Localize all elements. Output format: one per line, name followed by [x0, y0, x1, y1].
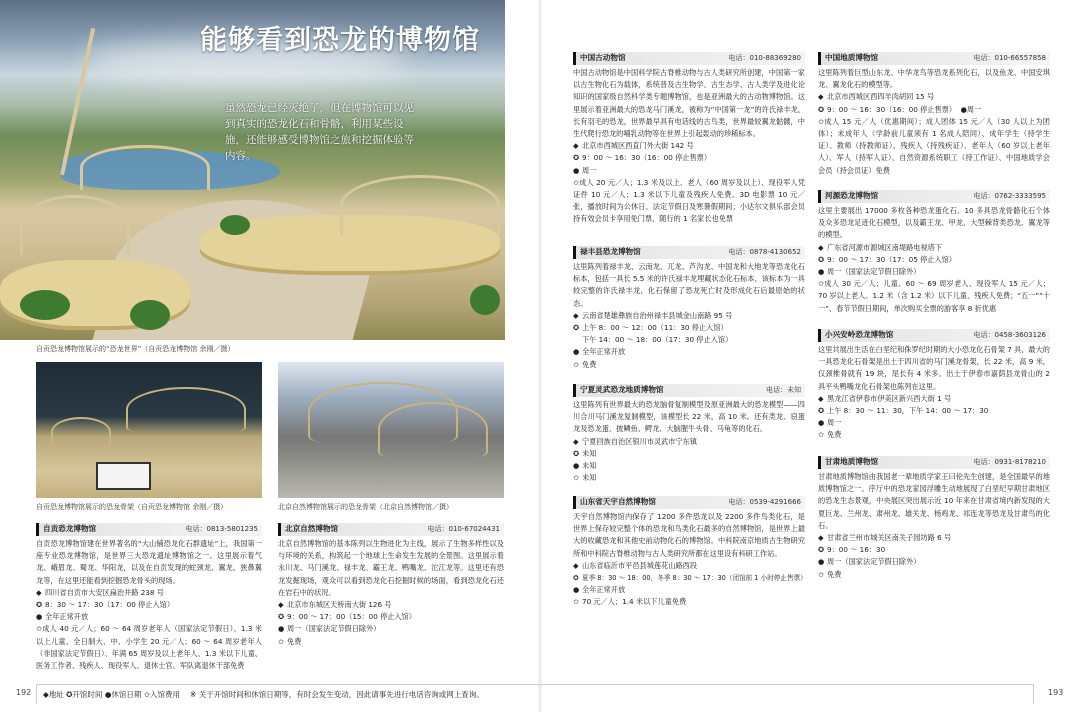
hours-line: ✪ 9：00 ～ 16：30 — [818, 544, 1050, 556]
hours-line: ✪ 8：30 ～ 17：30（17：00 停止入馆） — [36, 599, 262, 611]
address-icon: ◆ — [573, 436, 579, 446]
address-line: ◆ 北京市西城区西四羊肉胡同 15 号 — [818, 91, 1050, 103]
address-line: ◆ 广东省河源市源城区南堤路电视塔下 — [818, 242, 1050, 254]
closed-line: ● 周一（国家法定节假日除外） — [818, 266, 1050, 278]
closed-line: ● 周一 — [573, 165, 805, 177]
card-header — [278, 523, 504, 536]
museum-name: 北京自然博物馆 — [285, 524, 339, 534]
card-header — [818, 190, 1050, 203]
address-line: ◆ 北京市东城区天桥南大街 126 号 — [278, 599, 504, 611]
closed-value: 周一 — [966, 104, 982, 114]
museum-name: 宁夏灵武恐龙地质博物馆 — [580, 385, 664, 395]
address-line: ◆ 北京市西城区西直门外大街 142 号 — [573, 140, 805, 152]
address-line: ◆ 甘肃省兰州市城关区南关子园坊路 6 号 — [818, 532, 1050, 544]
museum-card — [818, 52, 1050, 177]
closed-icon: ● — [960, 104, 967, 114]
hours-line: ✪ 9：00 ～ 17：30（17：05 停止入馆） — [818, 254, 1050, 266]
museum-name: 河源恐龙博物馆 — [825, 191, 879, 201]
closed-icon: ● — [573, 165, 580, 175]
hours-line: 下午 14：00 ～ 18：00（17：30 停止入馆） — [582, 335, 733, 345]
clock-icon: ✪ — [818, 406, 825, 416]
museum-name: 小兴安岭恐龙博物馆 — [825, 330, 894, 340]
closed-line: ● 全年正常开放 — [573, 346, 805, 358]
card-header — [573, 246, 805, 259]
museum-description: 这里主要展出 17000 多枚各种恐龙蛋化石、10 多具恐龙骨骼化石个体及众多恐龙足迹化石模型，以及霸王龙、甲龙、大型棘背类恐龙、翼龙等的模型。 — [818, 206, 1050, 240]
museum-card — [573, 246, 805, 371]
museum-description: 这里陈列着巨型山东龙、中华龙鸟等恐龙系列化石，以及鱼龙、中国安琪龙、翼龙化石的模型等。 — [818, 68, 1050, 90]
address-line: ◆ 黑龙江省伊春市伊美区新兴西大街 1 号 — [818, 393, 1050, 405]
address-line: ◆ 云南省楚雄彝族自治州禄丰县城金山南路 95 号 — [573, 310, 805, 322]
plant — [220, 215, 250, 235]
museum-phone: 电话：0458-3603126 — [973, 331, 1046, 340]
hours-line: ✪ 上午 8：00 ～ 12：00（11：30 停止入馆） — [573, 322, 805, 334]
dinosaur-skeleton — [51, 417, 111, 447]
hero-photo — [0, 0, 505, 340]
card-header — [573, 496, 805, 509]
plant — [20, 290, 70, 320]
museum-phone: 电话：0878-4130652 — [728, 248, 801, 257]
plant — [130, 300, 170, 330]
footer-note: ※ 关于开馆时间和休馆日期等，有时会发生变动，因此请事先进行电话咨询或网上查询。 — [190, 690, 484, 699]
card-header — [36, 523, 262, 536]
fee-icon: ✩ — [573, 359, 580, 369]
museum-name: 禄丰县恐龙博物馆 — [580, 247, 641, 257]
plant — [470, 285, 500, 315]
closed-icon: ● — [818, 418, 825, 428]
fee-icon: ✩ — [278, 636, 285, 646]
address-icon: ◆ — [818, 92, 824, 102]
museum-card — [573, 384, 805, 484]
museum-phone: 电话：010-66557858 — [973, 54, 1046, 63]
card-header — [573, 384, 805, 397]
address-icon: ◆ — [36, 587, 42, 597]
fee-icon: ✩ — [818, 116, 825, 126]
hero-caption: 自贡恐龙博物馆展示的“恐龙世界”（自贡恐龙博物馆 余刚／摄） — [36, 345, 235, 353]
card-header — [818, 52, 1050, 65]
closed-icon: ● — [36, 612, 43, 622]
address-line: ◆ 宁夏回族自治区银川市灵武市宁东镇 — [573, 436, 805, 448]
closed-icon: ● — [573, 585, 580, 595]
museum-phone: 电话：010-67024431 — [427, 525, 500, 534]
fee-icon: ✩ — [818, 430, 825, 440]
fee-icon: ✩ — [573, 177, 580, 187]
clock-icon: ✪ — [278, 612, 285, 622]
fee-line: ✩ 未知 — [573, 472, 805, 484]
closed-line: ● 全年正常开放 — [573, 584, 805, 596]
address-icon: ◆ — [818, 393, 824, 403]
museum-card — [36, 523, 262, 672]
card-header — [818, 456, 1050, 469]
museum-phone: 电话：0762-3333595 — [973, 192, 1046, 201]
clock-icon: ✪ — [818, 254, 825, 264]
museum-card — [573, 496, 805, 609]
address-line: ◆ 山东省临沂市平邑县城莲花山路西段 — [573, 560, 805, 572]
clock-icon: ✪ — [573, 323, 580, 333]
museum-description: 北京自然博物馆的基本陈列以生物进化为主线，展示了生物多样性以及与环境的关系，构筑起一个地球上生命发生发展的全景图。这里展示着永川龙、马门溪龙、禄丰龙、霸王龙、鸭嘴龙、沱江龙等。这里还有恐龙发掘现场，观众可以看到恐龙化石挖掘时候的场面，看到恐龙化石还在岩石中的状况。 — [278, 539, 504, 597]
dinosaur-skeleton — [80, 145, 210, 190]
fee-icon: ✩ — [818, 279, 825, 289]
clock-icon: ✪ — [36, 600, 43, 610]
closed-line: ● 未知 — [573, 460, 805, 472]
museum-card — [818, 190, 1050, 315]
hours-line: ✪ 9：00 ～ 16：30（16：00 停止售票） — [573, 152, 805, 164]
museum-name: 山东省天宇自然博物馆 — [580, 497, 656, 507]
hours-line: ✪ 未知 — [573, 448, 805, 460]
hours-line: ✪ 上午 8：30 ～ 11：30，下午 14：00 ～ 17：30 — [818, 405, 1050, 417]
museum-description: 天宇自然博物馆内保存了 1200 多件恐龙以及 2200 多件鸟类化石，是世界上保存较完整个体的恐龙和鸟类化石最多的自然博物馆，是世界上最大的收藏恐龙和其他史前动物化石的博物馆。中科院南京地质古生物研究所和中科院古脊椎动物与古人类研究所都在这里设有科研工作站。 — [573, 512, 805, 558]
fee-line: ✩ 免费 — [278, 636, 504, 648]
address-icon: ◆ — [818, 242, 824, 252]
page-title: 能够看到恐龙的博物馆 — [200, 25, 480, 56]
photo-caption: 北京自然博物馆展示的恐龙骨架（北京自然博物馆／摄） — [278, 503, 453, 511]
museum-phone: 电话：010-88369280 — [728, 54, 801, 63]
right-page — [540, 0, 1080, 712]
museum-phone: 电话：0931-8178210 — [973, 458, 1046, 467]
museum-description: 甘肃地质博物馆由我国老一辈地质学家王曰伦先生创建，是全国最早的地质博物馆之一。序厅中的恐龙家园浮雕生动地展现了白垩纪早期甘肃地区的恐龙生态景观，中央展区突出展示近 10 年来在甘肃省境内新发现的大夏巨龙、兰州龙、肃州龙、雄关龙、杨鸡龙、祁连龙等恐龙及甘肃鸟的化石。 — [818, 472, 1050, 530]
dinosaur-skeleton — [126, 387, 246, 432]
intro-text: 虽然恐龙已经灭绝了，但在博物馆可以见到真实的恐龙化石和骨骼，利用某些设施，还能够感受博物馆之旅和挖掘体验等内容。 — [225, 102, 414, 162]
dinosaur-skeleton — [378, 402, 488, 457]
museum-card — [278, 523, 504, 648]
closed-icon: ● — [573, 347, 580, 357]
closed-line: ● 全年正常开放 — [36, 611, 262, 623]
closed-icon: ● — [573, 461, 580, 471]
fee-line: ✩ 免费 — [818, 569, 1050, 581]
address-icon: ◆ — [818, 533, 824, 543]
clock-icon: ✪ — [818, 104, 825, 114]
museum-phone: 电话：0539-4291666 — [728, 498, 801, 507]
fee-icon: ✩ — [36, 624, 43, 634]
museum-name: 自贡恐龙博物馆 — [43, 524, 97, 534]
museum-card — [573, 52, 805, 226]
museum-description: 这里陈列着禄丰龙、云南龙、兀龙、芦沟龙、中国龙和大地龙等恐龙化石标本，包括一具长 5.5 米的许氏禄丰龙埋藏状态化石标本，该标本为一具较完整的许氏禄丰龙，化石保留了恐龙死亡时及形成化石后最原始的状态。 — [573, 262, 805, 308]
address-icon: ◆ — [278, 600, 284, 610]
fee-line: ✩成人 20 元／人；1.3 米及以上、老人（60 周岁及以上）、现役军人凭证件 10 元／人；1.3 米以下儿童及残疾人免费。3D 电影票 10 元／张，播放时间为公休日、法定节假日及寒暑假期间；小达尔文俱乐部会员持有效会员卡享用免门票，随行的 1 名家长也免票 — [573, 177, 805, 224]
fee-line: ✩ 免费 — [818, 429, 1050, 441]
photo-caption: 自贡恐龙博物馆展示的恐龙骨架（自贡恐龙博物馆 余刚／摄） — [36, 503, 228, 511]
photo-zigong-skeleton — [36, 362, 262, 498]
museum-description: 这里陈列有世界最大的恐龙脑骨复制模型及原亚洲最大的恐龙模型——四川合川马门溪龙复制模型，该模型长 22 米，高 10 米。还有类龙、窃蛋龙及恐龙蛋、披鳞鱼、鳄龙、大脑腥牛头骨、马龟等的化石。 — [573, 400, 805, 434]
dinosaur-skeleton — [340, 175, 500, 235]
card-header — [818, 329, 1050, 342]
hours-line: ✪ 9：00 ～ 16：30（16：00 停止售票） ●周一 — [818, 104, 1050, 116]
closed-line: ● 周一 — [818, 417, 1050, 429]
museum-name: 中国地质博物馆 — [825, 53, 879, 63]
clock-icon: ✪ — [818, 545, 825, 555]
fee-line: ✩成人 30 元／人；儿童、60 ～ 69 周岁老人、现役军人 15 元／人；70 岁以上老人、1.2 米（含 1.2 米）以下儿童、残疾人免费；“五一”“十一”、春节节假日期间，单次购买全票的游客享 8 折优惠 — [818, 279, 1051, 313]
hours-line: ✪ 夏季 8：30 ～ 18：00，冬季 8：30 ～ 17：30（闭馆前 1 小时停止售票） — [573, 572, 805, 584]
page-number-left: 192 — [16, 688, 32, 697]
closed-icon: ● — [818, 557, 825, 567]
hours-line: ✪ 9：00 ～ 17：00（15：00 停止入馆） — [278, 611, 504, 623]
museum-description: 中国古动物馆是中国科学院古脊椎动物与古人类研究所创建，中国第一家以古生物化石为载体，系统普及古生物学、古生态学、古人类学及进化论知识的国家级自然科学类专题博物馆，也是亚洲最大的古动物博物馆。这里展示着亚洲最大的恐龙马门溪龙，被称为“中国第一龙”的许氏禄丰龙，长有羽毛的恐龙，世界最早具有电话线的古鸟类，世界最较翼龙骷髅，中生代爬行恐龙的哺乳动物等在世界上引起轰动的珍稀标本。 — [573, 68, 805, 139]
page-number-right: 193 — [1048, 688, 1064, 697]
fee-line: ✩ 免费 — [573, 359, 805, 371]
clock-icon: ✪ — [573, 153, 580, 163]
info-panel — [96, 462, 151, 490]
closed-icon: ● — [818, 267, 825, 277]
clock-icon: ✪ — [573, 448, 580, 458]
museum-description: 自贡恐龙博物馆建在世界著名的“大山铺恐龙化石群遗址”上，我国第一座专业恐龙博物馆，是世界三大恐龙遗址博物馆之一。这里展示着气龙、峨眉龙、蜀龙、华阳龙，以及在自贡发现的蛇颈龙、翼龙、狭鼻翼龙等，在这里还能看到挖掘恐龙骨头的现场。 — [36, 539, 262, 585]
museum-card — [818, 329, 1050, 442]
address-icon: ◆ — [573, 560, 579, 570]
address-line: ◆ 四川省自贡市大安区扁治井路 238 号 — [36, 587, 262, 599]
photo-beijing-skeleton — [278, 362, 504, 498]
footer-legend — [36, 684, 540, 704]
museum-name: 甘肃地质博物馆 — [825, 457, 879, 467]
fee-line: ✩ 70 元／人；1.4 米以下儿童免费 — [573, 596, 805, 608]
fee-icon: ✩ — [573, 597, 580, 607]
fee-icon: ✩ — [573, 473, 580, 483]
closed-line: ● 周一（国家法定节假日除外） — [818, 556, 1050, 568]
fee-line: ✩成人 40 元／人；60 ～ 64 周岁老年人（国家法定节假日）、1.3 米以上儿童、全日制大、中、小学生 20 元／人；60 ～ 64 周岁老年人（非国家法定节假日）、年满 65 周岁及以上老年人、1.3 米以下儿童、医务工作者、残疾人、现役军人、退休士官、军队离退休干部免费 — [36, 624, 262, 671]
clock-icon: ✪ — [573, 574, 579, 583]
closed-icon: ● — [278, 624, 285, 634]
fee-line: ✩成人 15 元／人（优惠期间）；成人团体 15 元／人（30 人以上为团体）；未成年人（学龄前儿童须有 1 名成人陪同）、成年学生（持学生证）、教师（持教师证）、残疾人（持残疾证）、老年人（60 岁以上老年人）、军人（持军人证）、自然资源系统职工（持工作证）、中国地质学会会员（持会员证）免费 — [818, 116, 1050, 175]
museum-phone: 电话：0813-5801235 — [185, 525, 258, 534]
legend-text: ◆地址 ✪开馆时间 ●休馆日期 ✩入馆费用 — [43, 690, 181, 699]
footer-rule — [540, 684, 1034, 704]
museum-card — [818, 456, 1050, 581]
closed-line: ● 周一（国家法定节假日除外） — [278, 623, 504, 635]
address-icon: ◆ — [573, 141, 579, 151]
museum-phone: 电话：未知 — [766, 386, 801, 395]
card-header — [573, 52, 805, 65]
address-icon: ◆ — [573, 310, 579, 320]
dinosaur-skeleton — [20, 195, 130, 255]
museum-description: 这里共展出生活在白垩纪和侏罗纪时期的大小恐龙化石骨架 7 具，最大的一具恐龙化石骨架是出土于四川省的马门溪龙骨架，长 22 米，高 9 米，仅颈椎骨就有 19 块，尾长有 4 米多。出土于伊春市嘉荫县龙骨山的 2 具平头鸭嘴龙化石骨架也陈列在这里。 — [818, 345, 1050, 391]
museum-name: 中国古动物馆 — [580, 53, 626, 63]
fee-icon: ✩ — [818, 569, 825, 579]
